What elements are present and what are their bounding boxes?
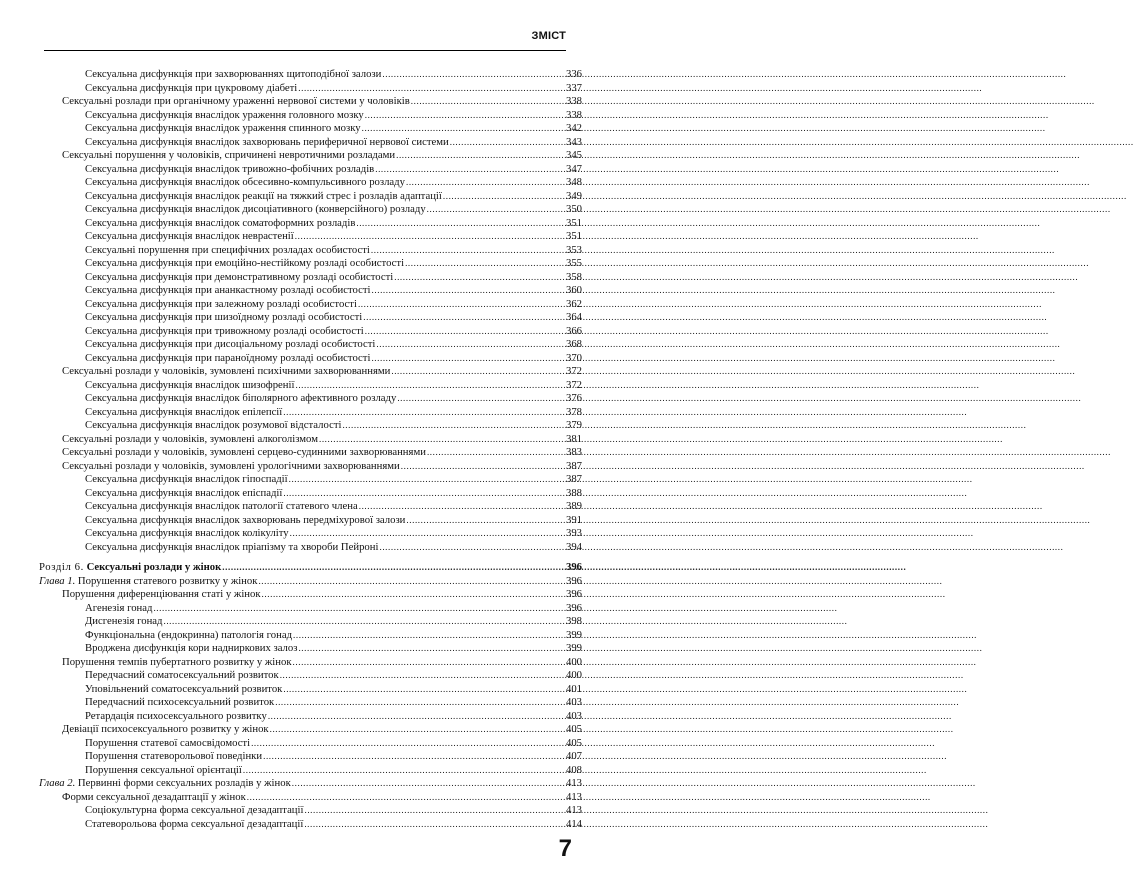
toc-entry-page: 387 bbox=[565, 473, 582, 485]
toc-entry-page: 407 bbox=[565, 750, 582, 762]
toc-entry-title: Сексуальна дисфункція при залежному розладі особистості bbox=[85, 297, 357, 310]
toc-entry-text bbox=[85, 710, 268, 724]
toc-entry-text bbox=[85, 615, 163, 629]
toc-entry-text bbox=[85, 217, 356, 231]
toc-entry-title: Сексуальна дисфункція внаслідок соматоформних розладів bbox=[85, 216, 356, 229]
toc-entry-title: Статеворольова форма сексуальної дезадаптації bbox=[85, 817, 304, 830]
toc-entry-title: Сексуальна дисфункція при захворюваннях щитоподібної залози bbox=[85, 68, 382, 80]
toc-entry-text bbox=[62, 588, 262, 602]
toc-entry-text bbox=[85, 257, 405, 271]
toc-entry-title: Сексуальна дисфункція внаслідок гіпоспадії bbox=[85, 473, 288, 485]
toc-entry-text bbox=[85, 244, 371, 258]
toc-entry[interactable] bbox=[39, 615, 582, 629]
toc-entry-page: 388 bbox=[565, 486, 582, 499]
section-page: 396 bbox=[565, 561, 582, 573]
toc-entry[interactable] bbox=[39, 764, 582, 778]
toc-entry-title: Сексуальна дисфункція внаслідок пріапізму та хвороби Пейроні bbox=[85, 540, 379, 553]
toc-entry-page: 345 bbox=[565, 149, 582, 161]
toc-entry[interactable] bbox=[39, 406, 582, 420]
leader-dots bbox=[406, 176, 565, 190]
toc-entry-text bbox=[85, 696, 275, 710]
toc-entry-title: Сексуальні розлади у чоловіків, зумовлені урологічними захворюваннями bbox=[62, 459, 400, 472]
toc-entry[interactable] bbox=[39, 487, 582, 501]
toc-entry-text bbox=[85, 392, 397, 406]
toc-entry-title: Девіації психосексуального розвитку у жінок bbox=[62, 723, 269, 735]
toc-entry-text bbox=[85, 473, 289, 487]
leader-dots bbox=[371, 244, 565, 258]
toc-entry-page: 370 bbox=[565, 351, 582, 364]
toc-entry-title: Сексуальні порушення у чоловіків, спричинені невротичними розладами bbox=[62, 149, 396, 161]
toc-entry-page: 408 bbox=[565, 763, 582, 776]
toc-entry[interactable] bbox=[39, 203, 582, 217]
toc-entry[interactable] bbox=[39, 325, 582, 339]
toc-entry-page: 398 bbox=[565, 615, 582, 627]
toc-entry-title: Порушення статевої самосвідомості bbox=[85, 736, 251, 749]
leader-dots bbox=[372, 284, 565, 298]
toc-entry-page: 403 bbox=[565, 709, 582, 722]
toc-entry-title: Сексуальна дисфункція при демонстративному розладі особистості bbox=[85, 270, 394, 283]
chapter-label: Глава 1. bbox=[39, 574, 76, 587]
toc-entry-page: 413 bbox=[565, 790, 582, 803]
toc-entry-text bbox=[85, 541, 379, 555]
toc-entry[interactable] bbox=[39, 669, 582, 683]
leader-dots bbox=[375, 163, 565, 177]
leader-dots bbox=[263, 750, 565, 764]
toc-entry-page: 413 bbox=[565, 777, 582, 789]
leader-dots bbox=[363, 311, 565, 325]
leader-dots bbox=[401, 460, 565, 474]
toc-entry-title: Сексуальна дисфункція при ананкастному розладі особистості bbox=[85, 284, 371, 296]
toc-entry-text bbox=[85, 379, 295, 393]
toc-entry-title: Сексуальна дисфункція при шизоїдному розладі особистості bbox=[85, 311, 363, 323]
toc-entry[interactable] bbox=[39, 696, 582, 710]
toc-entry-text bbox=[85, 352, 371, 366]
toc-entry-page: 350 bbox=[565, 203, 582, 215]
toc-entry[interactable] bbox=[39, 750, 582, 764]
toc-entry-text bbox=[85, 642, 298, 656]
toc-entry-text bbox=[85, 271, 394, 285]
leader-dots bbox=[405, 257, 565, 271]
toc-entry-title: Сексуальна дисфункція внаслідок ураження спинного мозку bbox=[85, 122, 361, 134]
toc-entry-page: 358 bbox=[565, 270, 582, 283]
toc-entry-title: Сексуальна дисфункція внаслідок епілепсії bbox=[85, 405, 283, 418]
leader-dots bbox=[394, 271, 565, 285]
leader-dots bbox=[397, 392, 565, 406]
leader-dots bbox=[247, 791, 565, 805]
toc-entry[interactable] bbox=[39, 136, 582, 150]
toc-entry-text bbox=[85, 311, 363, 325]
header-label: ЗМІСТ bbox=[531, 30, 566, 42]
toc-entry-page: 376 bbox=[565, 392, 582, 404]
toc-entry-page: 405 bbox=[565, 723, 582, 735]
leader-dots bbox=[243, 764, 565, 778]
toc-entry[interactable] bbox=[39, 257, 582, 271]
toc-entry-text bbox=[85, 136, 450, 150]
leader-dots bbox=[222, 561, 565, 575]
toc-entry[interactable] bbox=[39, 629, 582, 643]
leader-dots bbox=[356, 217, 565, 231]
leader-dots bbox=[283, 406, 565, 420]
toc-entry-page: 378 bbox=[565, 405, 582, 418]
toc-entry[interactable] bbox=[39, 602, 582, 616]
leader-dots bbox=[382, 68, 565, 82]
toc-entry-title: Сексуальні розлади при органічному ураженні нервової системи у чоловіків bbox=[62, 95, 410, 107]
toc-entry-text bbox=[85, 804, 304, 818]
toc-entry-page: 348 bbox=[565, 176, 582, 188]
leader-dots bbox=[396, 149, 565, 163]
toc-entry[interactable] bbox=[39, 791, 582, 805]
toc-entry-title: Передчасний психосексуальний розвиток bbox=[85, 696, 275, 708]
toc-entry-text bbox=[85, 190, 443, 204]
leader-dots bbox=[411, 95, 565, 109]
toc-entry-title: Сексуальні розлади у чоловіків, зумовлені алкоголізмом bbox=[62, 432, 318, 445]
toc-entry-text bbox=[85, 163, 375, 177]
toc-entry[interactable] bbox=[39, 723, 582, 737]
toc-entry-text bbox=[62, 460, 401, 474]
toc-entry-page: 343 bbox=[565, 135, 582, 148]
toc-entry[interactable] bbox=[39, 149, 582, 163]
toc-entry[interactable] bbox=[39, 500, 582, 514]
toc-entry[interactable] bbox=[39, 244, 582, 258]
leader-dots bbox=[258, 575, 565, 589]
toc-entry-page: 393 bbox=[565, 527, 582, 539]
toc-entry-text bbox=[39, 575, 258, 589]
toc-entry-title: Сексуальна дисфункція при параноїдному розладі особистості bbox=[85, 351, 371, 364]
toc-entry[interactable] bbox=[39, 656, 582, 670]
toc-entry[interactable] bbox=[39, 190, 582, 204]
toc-entry-title: Ретардація психосексуального розвитку bbox=[85, 709, 267, 722]
toc-entry[interactable] bbox=[39, 527, 582, 541]
toc-entry-title: Агенезія гонад bbox=[85, 601, 153, 614]
toc-entry[interactable] bbox=[39, 82, 582, 96]
toc-entry-title: Вроджена дисфункція кори надниркових залоз bbox=[85, 642, 298, 654]
toc-entry-page: 362 bbox=[565, 297, 582, 310]
toc-entry-text bbox=[62, 149, 396, 163]
chapter-label: Глава 2. bbox=[39, 777, 76, 789]
toc-entry-text bbox=[85, 737, 251, 751]
toc-entry[interactable] bbox=[39, 176, 582, 190]
leader-dots bbox=[371, 352, 565, 366]
toc-entry-page: 338 bbox=[565, 108, 582, 121]
toc-entry-title: Сексуальні порушення при специфічних розладах особистості bbox=[85, 243, 370, 256]
toc-entry[interactable] bbox=[39, 777, 582, 791]
toc-entry-title: Дисгенезія гонад bbox=[85, 615, 163, 627]
toc-entry-page: 399 bbox=[565, 628, 582, 641]
leader-dots bbox=[427, 446, 565, 460]
toc-entry-text bbox=[62, 433, 319, 447]
toc-entry-text bbox=[62, 791, 247, 805]
toc-entry-page: 400 bbox=[565, 669, 582, 681]
toc-entry-title: Сексуальні розлади у чоловіків, зумовлені серцево-судинними захворюваннями bbox=[62, 446, 426, 458]
leader-dots bbox=[262, 588, 565, 602]
toc-entry[interactable] bbox=[39, 217, 582, 231]
toc-entry-title: Сексуальна дисфункція внаслідок обсесивно-компульсивного розладу bbox=[85, 176, 405, 188]
toc-entry-text bbox=[85, 750, 263, 764]
toc-entry-page: 342 bbox=[565, 122, 582, 134]
toc-entry[interactable] bbox=[39, 473, 582, 487]
leader-dots bbox=[293, 656, 565, 670]
toc-entry-text bbox=[62, 446, 427, 460]
toc-entry[interactable] bbox=[39, 379, 582, 393]
toc-entry-title: Сексуальна дисфункція при цукровому діабеті bbox=[85, 81, 298, 94]
toc-entry[interactable] bbox=[39, 804, 582, 818]
toc-entry[interactable] bbox=[39, 683, 582, 697]
toc-entry-text bbox=[85, 338, 376, 352]
leader-dots bbox=[319, 433, 565, 447]
toc-entry-text bbox=[85, 629, 293, 643]
toc-entry-title: Передчасний соматосексуальний розвиток bbox=[85, 669, 279, 681]
toc-entry-page: 396 bbox=[565, 574, 582, 587]
toc-entry-page: 394 bbox=[565, 540, 582, 553]
toc-entry-page: 413 bbox=[565, 804, 582, 816]
toc-entry-title: Порушення сексуальної орієнтації bbox=[85, 763, 242, 776]
section-title: Сексуальні розлади у жінок bbox=[86, 561, 222, 573]
toc-entry-text bbox=[85, 176, 406, 190]
leader-dots bbox=[275, 696, 565, 710]
leader-dots bbox=[295, 230, 565, 244]
leader-dots bbox=[289, 473, 565, 487]
toc-entry[interactable] bbox=[39, 710, 582, 724]
toc-entry-page: 372 bbox=[565, 378, 582, 391]
leader-dots bbox=[376, 338, 565, 352]
toc-entry-text bbox=[85, 487, 283, 501]
toc-entry[interactable] bbox=[39, 284, 582, 298]
toc-entry[interactable] bbox=[39, 311, 582, 325]
toc-group-women bbox=[39, 575, 582, 832]
toc-entry-page: 396 bbox=[565, 588, 582, 600]
toc-entry-page: 347 bbox=[565, 162, 582, 175]
toc-entry-text bbox=[85, 325, 365, 339]
toc-entry-title: Форми сексуальної дезадаптації у жінок bbox=[62, 790, 246, 803]
toc-entry-text bbox=[85, 284, 372, 298]
leader-dots bbox=[280, 669, 565, 683]
section-prefix: Розділ 6. bbox=[39, 561, 84, 573]
toc-entry-page: 389 bbox=[565, 500, 582, 512]
toc-entry-title: Сексуальна дисфункція внаслідок шизофренії bbox=[85, 378, 295, 391]
toc-entry[interactable] bbox=[39, 230, 582, 244]
toc-entry-title: Первинні форми сексуальних розладів у жінок bbox=[77, 777, 291, 789]
toc-entry-title: Соціокультурна форма сексуальної дезадаптації bbox=[85, 804, 304, 816]
toc-entry[interactable] bbox=[39, 642, 582, 656]
leader-dots bbox=[293, 629, 565, 643]
leader-dots bbox=[298, 82, 565, 96]
page-header bbox=[44, 30, 566, 51]
toc-entry[interactable] bbox=[39, 419, 582, 433]
toc-entry-text bbox=[85, 669, 280, 683]
leader-dots bbox=[251, 737, 565, 751]
toc-entry-title: Сексуальна дисфункція внаслідок колікуліту bbox=[85, 527, 289, 539]
toc-entry-text bbox=[62, 656, 293, 670]
leader-dots bbox=[304, 818, 565, 832]
toc-entry-page: 400 bbox=[565, 655, 582, 668]
leader-dots bbox=[295, 379, 565, 393]
toc-entry-text bbox=[62, 723, 270, 737]
toc-entry-title: Функціональна (ендокринна) патологія гонад bbox=[85, 628, 293, 641]
toc-entry-title: Сексуальна дисфункція внаслідок епіспадії bbox=[85, 486, 283, 499]
toc-entry-text bbox=[85, 527, 290, 541]
toc-entry[interactable] bbox=[39, 338, 582, 352]
leader-dots bbox=[443, 190, 565, 204]
toc-entry[interactable] bbox=[39, 818, 582, 832]
leader-dots bbox=[290, 527, 565, 541]
toc-entry-page: 338 bbox=[565, 95, 582, 107]
toc-entry-page: 405 bbox=[565, 736, 582, 749]
leader-dots bbox=[365, 109, 565, 123]
toc-entry-page: 337 bbox=[565, 81, 582, 94]
toc-entry-page: 366 bbox=[565, 324, 582, 337]
toc-entry[interactable] bbox=[39, 95, 582, 109]
toc-entry-text bbox=[62, 365, 391, 379]
toc-entry-title: Сексуальна дисфункція внаслідок ураження головного мозку bbox=[85, 108, 364, 121]
toc-entry[interactable] bbox=[39, 514, 582, 528]
toc-entry-page: 391 bbox=[565, 513, 582, 526]
toc-entry[interactable] bbox=[39, 392, 582, 406]
toc-entry[interactable] bbox=[39, 68, 582, 82]
toc-entry-page: 399 bbox=[565, 642, 582, 654]
leader-dots bbox=[283, 683, 565, 697]
leader-dots bbox=[362, 122, 565, 136]
toc-entry-page: 349 bbox=[565, 189, 582, 202]
toc-entry-title: Сексуальна дисфункція внаслідок розумової відсталості bbox=[85, 419, 342, 431]
toc-entry-title: Сексуальна дисфункція внаслідок патології статевого члена bbox=[85, 500, 358, 512]
toc-entry[interactable] bbox=[39, 460, 582, 474]
toc-entry-page: 403 bbox=[565, 696, 582, 708]
toc-entry-text bbox=[39, 777, 292, 791]
toc-entry[interactable] bbox=[39, 122, 582, 136]
toc-entry-text bbox=[62, 95, 411, 109]
leader-dots bbox=[298, 642, 565, 656]
toc-entry-page: 360 bbox=[565, 284, 582, 296]
leader-dots bbox=[450, 136, 565, 150]
toc-entry-page: 368 bbox=[565, 338, 582, 350]
toc-entry-title: Порушення диференціювання статі у жінок bbox=[62, 588, 261, 600]
toc-entry-text bbox=[85, 818, 304, 832]
toc-entry-title: Сексуальна дисфункція при тривожному розладі особистості bbox=[85, 324, 364, 337]
toc-entry-text bbox=[85, 500, 359, 514]
toc-entry-page: 364 bbox=[565, 311, 582, 323]
leader-dots bbox=[292, 777, 565, 791]
toc-entry-text bbox=[85, 514, 406, 528]
toc-entry-title: Сексуальна дисфункція внаслідок біполярного афективного розладу bbox=[85, 392, 397, 404]
toc-entry-page: 414 bbox=[565, 817, 582, 830]
toc-entry[interactable] bbox=[39, 109, 582, 123]
toc-entry-text bbox=[85, 683, 283, 697]
toc-entry-title: Сексуальна дисфункція внаслідок дисоціативного (конверсійного) розладу bbox=[85, 203, 426, 215]
toc-entry-text bbox=[85, 82, 298, 96]
toc-entry-title: Порушення темпів пубертатного розвитку у жінок bbox=[62, 655, 292, 668]
leader-dots bbox=[379, 541, 565, 555]
toc-entry[interactable] bbox=[39, 365, 582, 379]
leader-dots bbox=[283, 487, 565, 501]
leader-dots bbox=[153, 602, 565, 616]
toc-entry-text bbox=[85, 230, 295, 244]
toc-entry-text bbox=[85, 109, 365, 123]
toc-entry[interactable] bbox=[39, 541, 582, 555]
leader-dots bbox=[358, 298, 565, 312]
leader-dots bbox=[270, 723, 565, 737]
toc-entry-page: 336 bbox=[565, 68, 582, 80]
toc-entry-title: Уповільнений соматосексуальний розвиток bbox=[85, 682, 283, 695]
toc-entry[interactable] bbox=[39, 446, 582, 460]
toc-entry-title: Сексуальна дисфункція внаслідок захворювань периферичної нервової системи bbox=[85, 135, 449, 148]
toc-entry-title: Сексуальна дисфункція при емоційно-нестійкому розладі особистості bbox=[85, 257, 405, 269]
toc-group-men bbox=[39, 68, 582, 554]
leader-dots bbox=[163, 615, 564, 629]
toc-entry-text bbox=[85, 406, 283, 420]
toc-entry[interactable] bbox=[39, 575, 582, 589]
toc-entry[interactable] bbox=[39, 271, 582, 285]
toc-entry[interactable] bbox=[39, 163, 582, 177]
toc-entry-text bbox=[85, 203, 427, 217]
toc-entry-page: 351 bbox=[565, 216, 582, 229]
page-number: 7 bbox=[558, 835, 572, 862]
toc-entry-title: Сексуальні розлади у чоловіків, зумовлені психічними захворюваннями bbox=[62, 365, 391, 377]
toc-entry-text bbox=[85, 68, 382, 82]
toc-entry-page: 387 bbox=[565, 459, 582, 472]
toc-entry-title: Сексуальна дисфункція внаслідок тривожно-фобічних розладів bbox=[85, 162, 375, 175]
toc-entry[interactable] bbox=[39, 433, 582, 447]
toc-section-6[interactable] bbox=[39, 561, 582, 575]
toc-entry-title: Порушення статевого розвитку у жінок bbox=[77, 574, 258, 587]
leader-dots bbox=[427, 203, 565, 217]
toc-entry-text bbox=[85, 419, 342, 433]
toc-entry-title: Сексуальна дисфункція при дисоціальному розладі особистості bbox=[85, 338, 376, 350]
leader-dots bbox=[342, 419, 565, 433]
toc-entry-text bbox=[85, 764, 243, 778]
toc-entry[interactable] bbox=[39, 588, 582, 602]
leader-dots bbox=[365, 325, 565, 339]
table-of-contents bbox=[39, 68, 582, 831]
leader-dots bbox=[359, 500, 565, 514]
toc-entry-text bbox=[85, 298, 358, 312]
toc-entry-title: Сексуальна дисфункція внаслідок захворювань передміхурової залози bbox=[85, 513, 406, 526]
toc-entry-page: 396 bbox=[565, 601, 582, 614]
toc-entry[interactable] bbox=[39, 298, 582, 312]
toc-entry-page: 381 bbox=[565, 432, 582, 445]
toc-entry-text bbox=[85, 122, 362, 136]
toc-entry-page: 379 bbox=[565, 419, 582, 431]
toc-entry-page: 355 bbox=[565, 257, 582, 269]
toc-entry-text bbox=[85, 602, 153, 616]
toc-entry-title: Сексуальна дисфункція внаслідок неврастенії bbox=[85, 230, 294, 242]
leader-dots bbox=[268, 710, 565, 724]
toc-entry-page: 351 bbox=[565, 230, 582, 242]
toc-entry-page: 383 bbox=[565, 446, 582, 458]
toc-entry-page: 401 bbox=[565, 682, 582, 695]
section-gap bbox=[39, 554, 582, 561]
leader-dots bbox=[304, 804, 565, 818]
toc-entry-page: 372 bbox=[565, 365, 582, 377]
toc-entry-title: Сексуальна дисфункція внаслідок реакції на тяжкий стрес і розладів адаптації bbox=[85, 189, 442, 202]
toc-entry[interactable] bbox=[39, 737, 582, 751]
leader-dots bbox=[406, 514, 565, 528]
leader-dots bbox=[391, 365, 565, 379]
toc-entry-page: 353 bbox=[565, 243, 582, 256]
toc-entry[interactable] bbox=[39, 352, 582, 366]
toc-entry-title: Порушення статеворольової поведінки bbox=[85, 750, 263, 762]
